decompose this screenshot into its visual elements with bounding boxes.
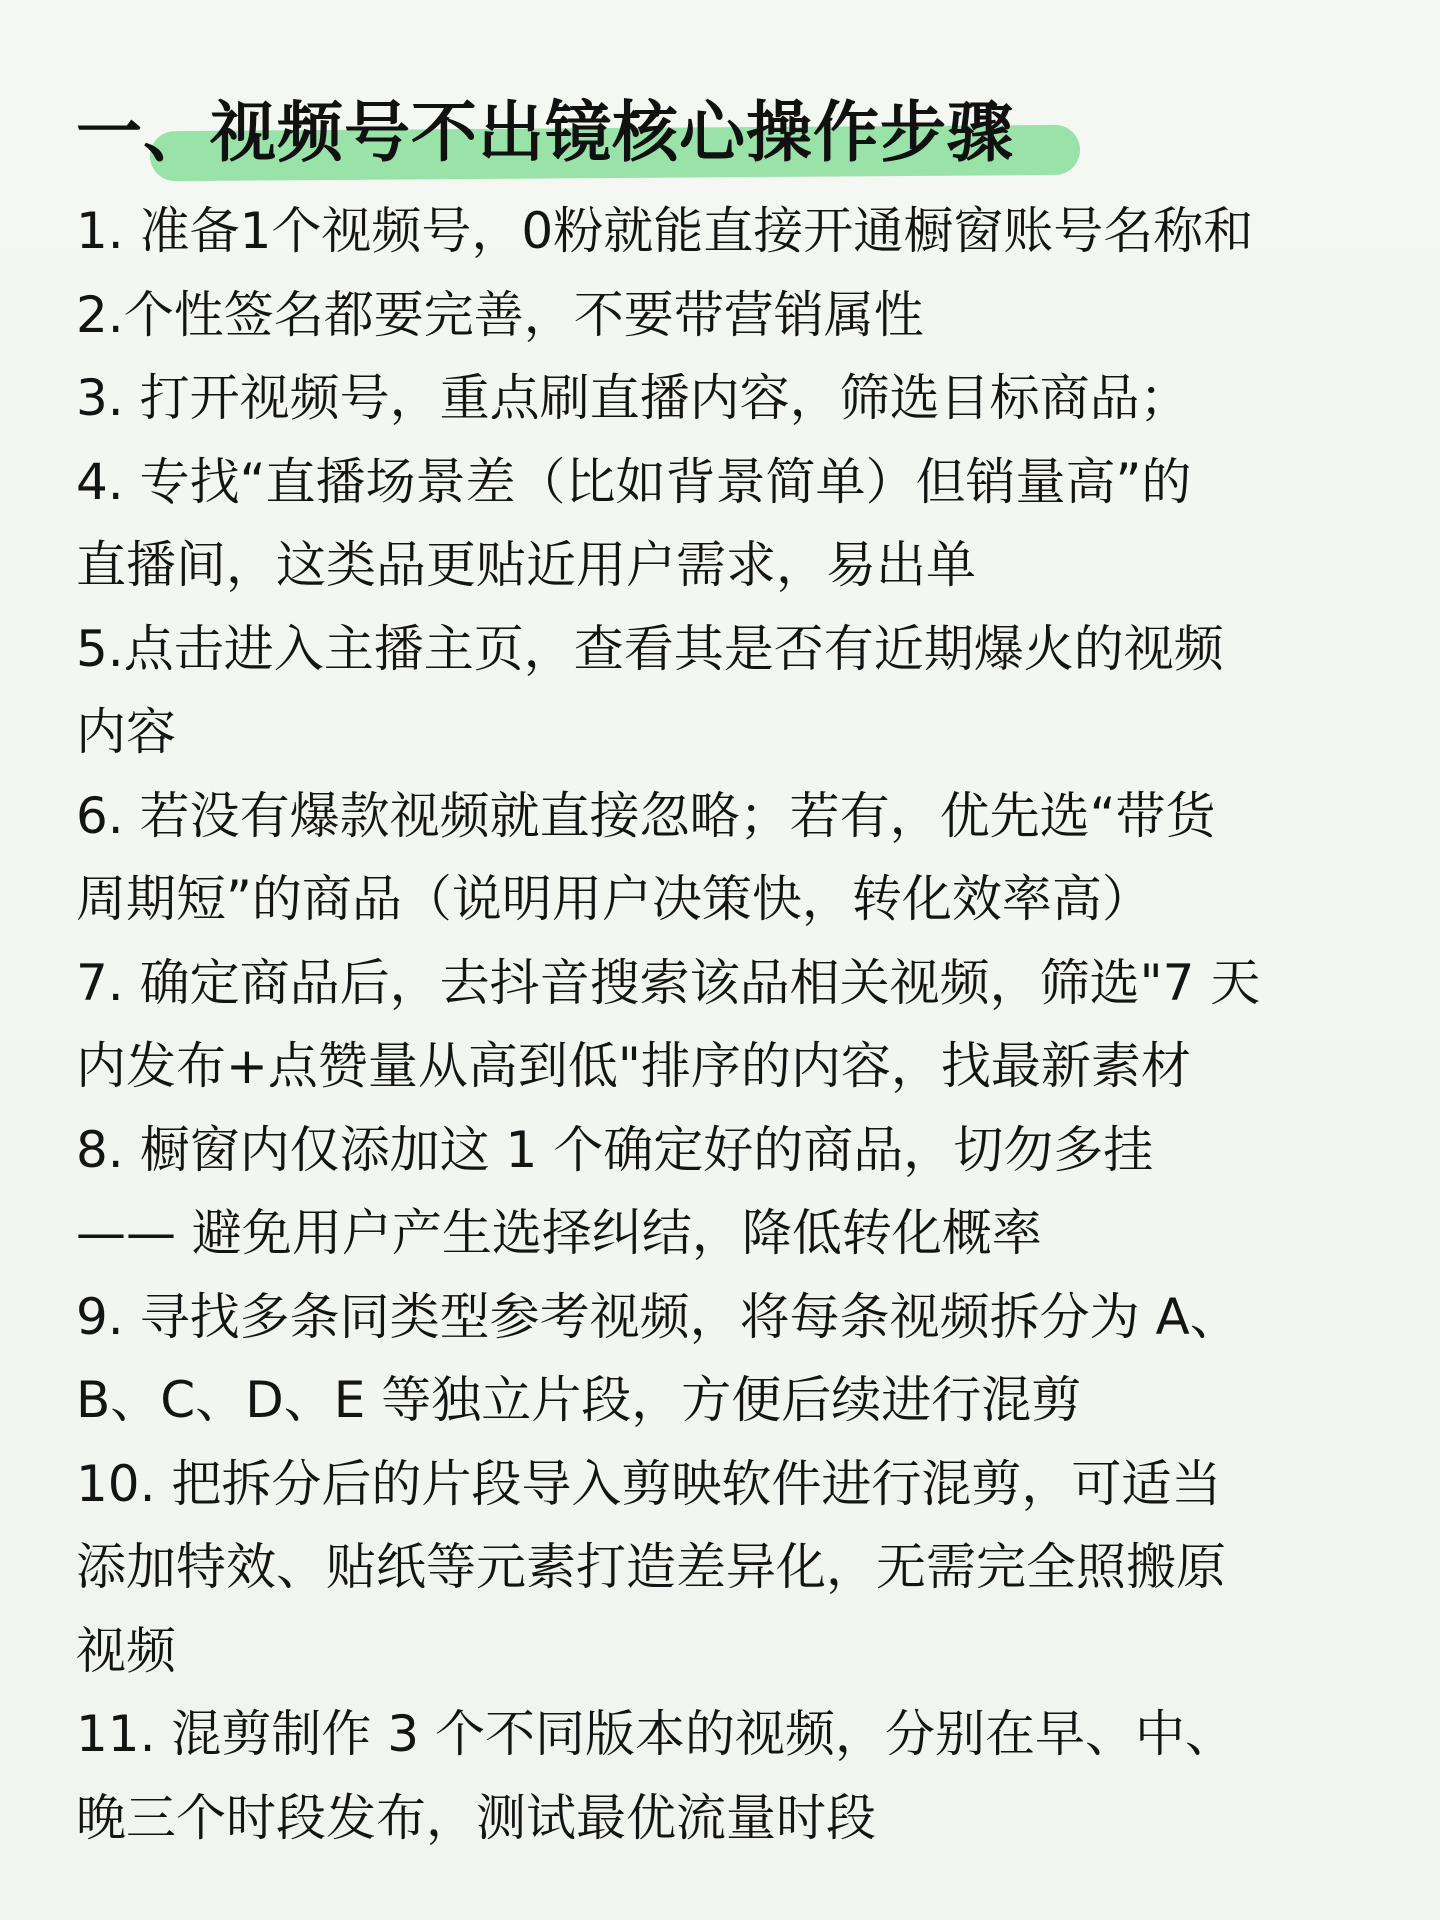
step-line: 6. 若没有爆款视频就直接忽略；若有，优先选“带货 [76,786,1216,845]
step-line: 11. 混剪制作 3 个不同版本的视频，分别在早、中、 [76,1705,1236,1763]
steps-list [76,190,1366,1860]
heading-block [76,88,1014,178]
step-line: 周期短”的商品（说明用户决策快，转化效率高） [76,870,1152,928]
step-line: 7. 确定商品后，去抖音搜索该品相关视频，筛选"7 天 [76,953,1261,1012]
step-line: 内容 [76,703,176,761]
step-line: 3. 打开视频号，重点刷直播内容，筛选目标商品； [76,369,1190,427]
step-line: B、C、D、E 等独立片段，方便后续进行混剪 [76,1371,1082,1429]
step-line: 2.个性签名都要完善，不要带营销属性 [76,285,924,344]
step-line: 直播间，这类品更贴近用户需求，易出单 [76,536,976,594]
step-line: 4. 专找“直播场景差（比如背景简单）但销量高”的 [76,452,1192,511]
step-line: 1. 准备1个视频号，0粉就能直接开通橱窗账号名称和 [76,202,1254,260]
step-line: —— 避免用户产生选择纠结，降低转化概率 [76,1204,1042,1262]
step-line: 9. 寻找多条同类型参考视频，将每条视频拆分为 A、 [76,1287,1240,1346]
step-line: 添加特效、贴纸等元素打造差异化，无需完全照搬原 [76,1538,1226,1596]
step-line: 视频 [76,1621,176,1680]
step-line: 内发布+点赞量从高到低"排序的内容，找最新素材 [76,1037,1191,1095]
step-line: 5.点击进入主播主页，查看其是否有近期爆火的视频 [76,619,1224,678]
step-line: 8. 橱窗内仅添加这 1 个确定好的商品，切勿多挂 [76,1120,1154,1179]
step-line: 10. 把拆分后的片段导入剪映软件进行混剪，可适当 [76,1454,1222,1513]
section-heading: 一、视频号不出镜核心操作步骤 [76,94,1014,171]
step-line: 晚三个时段发布，测试最优流量时段 [76,1788,876,1847]
